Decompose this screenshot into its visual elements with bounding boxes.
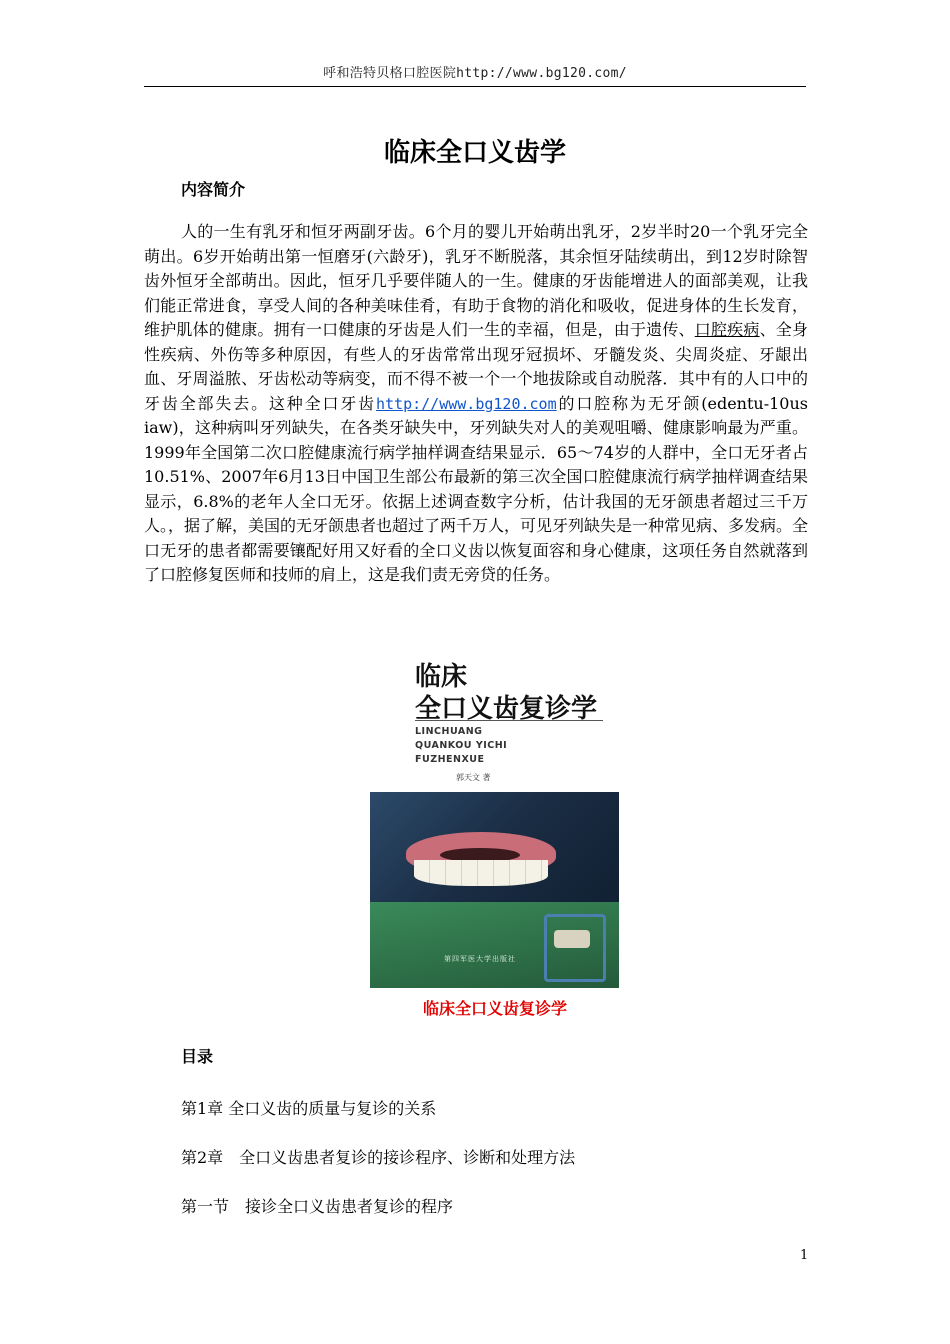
articulator-model [554, 930, 590, 948]
toc-item[interactable]: 第一节 接诊全口义齿患者复诊的程序 [181, 1197, 454, 1216]
oral-disease-link[interactable]: 口腔疾病 [694, 320, 760, 339]
website-link[interactable]: http://www.bg120.com [376, 394, 557, 413]
paragraph-text-2: 、全身性疾病、外伤等多种原因，有些人的牙齿常常出现牙冠损坏、牙髓发炎、尖周炎症、牙龈出血、牙周溢脓、牙齿松动等病变，而不得不被一个一个地拔除或自动脱落．其中有的人口中的牙齿全部失去。这种全口牙齿 [144, 320, 808, 413]
document-title: 临床全口义齿学 [383, 138, 566, 168]
cover-title-line2: 全口义齿复诊学 [415, 694, 598, 724]
paragraph-text-3: 的口腔称为无牙颌(edentu-10us iaw)，这种病叫牙列缺失，在各类牙缺失中，牙列缺失对人的美观咀嚼、健康影响最为严重。1999年全国第二次口腔健康流行病学抽样调查结果显示．65～74岁的人群中，全口无牙者占10.51%、2007年6月13日中国卫生部公布最新的第三次全国口腔健康流行病学抽样调查结果显示，6.8%的老年人全口无牙。依据上述调查数字分析，估计我国的无牙颌患者超过三千万人。，据了解，美国的无牙颌患者也超过了两千万人，可见牙列缺失是一种常见病、多发病。全口无牙的患者都需要镶配好用又好看的全口义齿以恢复面容和身心健康，这项任务自然就落到了口腔修复医师和技师的肩上，这是我们责无旁贷的任务。 [144, 393, 809, 584]
toc-item[interactable]: 第2章 全口义齿患者复诊的接诊程序、诊断和处理方法 [181, 1148, 576, 1167]
book-cover-image [370, 652, 619, 988]
cover-pinyin: LINCHUANG [415, 726, 483, 737]
image-caption: 临床全口义齿复诊学 [422, 999, 567, 1018]
toc-heading: 目录 [181, 1047, 214, 1066]
header-site-name: 呼和浩特贝格口腔医院 [323, 66, 457, 81]
paragraph-text-1: 人的一生有乳牙和恒牙两副牙齿。6个月的婴儿开始萌出乳牙，2岁半时20一个乳牙完全萌出。6岁开始萌出第一恒磨牙(六龄牙)，乳牙不断脱落，其余恒牙陆续萌出，到12岁时除智齿外恒牙全部萌出。因此，恒牙几乎要伴随人的一生。健康的牙齿能增进人的面部美观，让我们能正常进食，享受人间的各种美味佳肴，有助于食物的消化和吸收，促进身体的生长发育，维护肌体的健康。拥有一口健康的牙齿是人们一生的幸福，但是，由于遗传、 [144, 222, 808, 339]
header-divider [144, 86, 806, 87]
intro-heading: 内容简介 [181, 180, 246, 199]
cover-rule [415, 720, 603, 721]
cover-author: 郭天文 著 [456, 773, 491, 782]
cover-publisher: 第四军医大学出版社 [444, 955, 516, 963]
articulator-icon [544, 914, 606, 982]
denture-teeth [414, 860, 548, 886]
cover-pinyin: QUANKOU YICHI [415, 740, 508, 751]
page-header [144, 62, 806, 81]
header-url[interactable]: http://www.bg120.com/ [456, 66, 627, 81]
toc-item[interactable]: 第1章 全口义齿的质量与复诊的关系 [181, 1099, 437, 1118]
intro-paragraph [144, 220, 808, 588]
cover-title-line1: 临床 [415, 662, 468, 692]
cover-pinyin: FUZHENXUE [415, 754, 485, 765]
page-number: 1 [800, 1248, 809, 1263]
